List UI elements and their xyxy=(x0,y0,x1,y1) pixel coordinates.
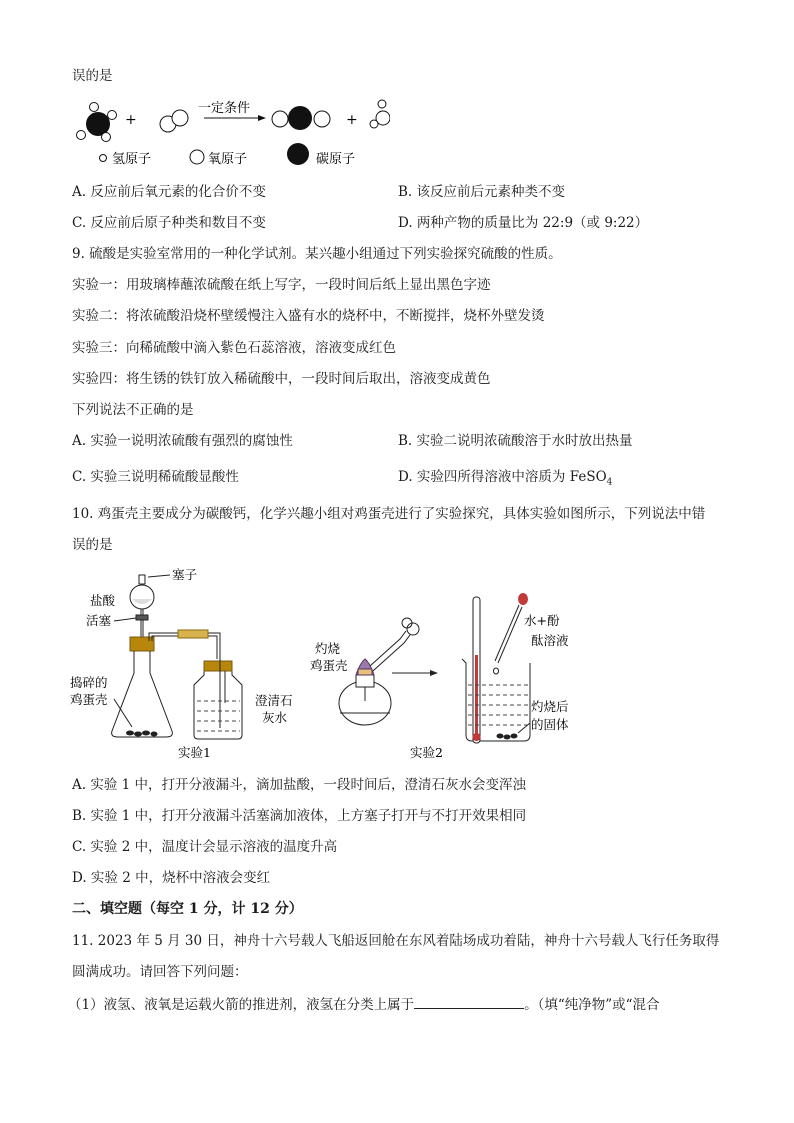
q10-option-a[interactable]: A. 实验 1 中，打开分液漏斗，滴加盐酸，一段时间后，澄清石灰水会变浑浊 xyxy=(72,777,527,793)
legend-carbon: 碳原子 xyxy=(316,152,356,167)
q8-option-b[interactable]: B. 该反应前后元素种类不变 xyxy=(398,184,566,200)
label-burn-2: 鸡蛋壳 xyxy=(310,658,348,673)
q9-ask: 下列说法不正确的是 xyxy=(72,402,194,418)
q9-option-a[interactable]: A. 实验一说明浓硫酸有强烈的腐蚀性 xyxy=(72,433,293,449)
q8-option-c[interactable]: C. 反应前后原子种类和数目不变 xyxy=(72,215,266,231)
q10-option-c[interactable]: C. 实验 2 中，温度计会显示溶液的温度升高 xyxy=(72,839,338,855)
label-experiment-2: 实验2 xyxy=(410,745,443,760)
q10-option-b[interactable]: B. 实验 1 中，打开分液漏斗活塞滴加液体，上方塞子打开与不打开效果相同 xyxy=(72,808,527,824)
label-shell-1: 捣碎的 xyxy=(70,675,108,690)
label-burn-1: 灼烧 xyxy=(315,641,341,656)
q10-option-d[interactable]: D. 实验 2 中，烧杯中溶液会变红 xyxy=(72,870,271,886)
q8-reaction-diagram xyxy=(70,96,390,172)
label-water-2: 酞溶液 xyxy=(531,633,569,648)
q9-experiment-4: 实验四：将生锈的铁钉放入稀硫酸中，一段时间后取出，溶液变成黄色 xyxy=(72,371,491,387)
q9-experiment-3: 实验三：向稀硫酸中滴入紫色石蕊溶液，溶液变成红色 xyxy=(72,340,396,356)
legend-hydrogen: 氢原子 xyxy=(112,152,152,167)
q8-option-d[interactable]: D. 两种产物的质量比为 22:9（或 9:22） xyxy=(398,215,649,231)
q11-stem-line1: 11. 2023 年 5 月 30 日，神舟十六号载人飞船返回舱在东风着陆场成功着陆，神舟十六号载人飞行任务取得 xyxy=(72,933,720,949)
q9-experiment-1: 实验一：用玻璃棒蘸浓硫酸在纸上写字，一段时间后纸上显出黑色字迹 xyxy=(72,277,491,293)
svg-text:+: + xyxy=(346,112,358,128)
label-valve: 活塞 xyxy=(86,613,112,628)
co2-molecule xyxy=(272,106,330,130)
q8-option-a[interactable]: A. 反应前后氧元素的化合价不变 xyxy=(72,184,266,200)
q11-stem-line2: 圆满成功。请回答下列问题： xyxy=(72,964,248,980)
methane-molecule xyxy=(77,103,117,142)
q9-option-c[interactable]: C. 实验三说明稀硫酸显酸性 xyxy=(72,469,239,485)
q9-stem: 9. 硫酸是实验室常用的一种化学试剂。某兴趣小组通过下列实验探究硫酸的性质。 xyxy=(72,246,562,262)
label-limewater-1: 澄清石 xyxy=(255,693,293,708)
label-solid-2: 的固体 xyxy=(531,717,569,732)
label-solid-1: 灼烧后 xyxy=(531,699,569,714)
svg-text:+: + xyxy=(125,112,137,128)
q11-sub1-blank[interactable] xyxy=(414,994,524,1009)
q11-sub1 xyxy=(68,994,660,1014)
label-water-1: 水+酚 xyxy=(524,613,560,628)
q10-stem-line2: 误的是 xyxy=(72,537,113,553)
q9-option-d[interactable] xyxy=(398,468,612,492)
q10-stem-line1: 10. 鸡蛋壳主要成分为碳酸钙，化学兴趣小组对鸡蛋壳进行了实验探究，具体实验如图所示，下列说法中错 xyxy=(72,506,706,522)
q9-option-d-subscript: 4 xyxy=(606,477,613,488)
label-limewater-2: 灰水 xyxy=(262,710,288,725)
q11-sub1-hint: 。（填“纯净物”或“混合 xyxy=(524,997,660,1013)
label-hcl: 盐酸 xyxy=(90,593,116,608)
q11-sub1-text: （1）液氢、液氧是运载火箭的推进剂，液氢在分类上属于 xyxy=(68,997,415,1013)
q9-option-b[interactable]: B. 实验二说明浓硫酸溶于水时放出热量 xyxy=(398,433,633,449)
q8-stem-tail: 误的是 xyxy=(72,68,113,84)
label-stopper: 塞子 xyxy=(172,567,198,582)
section-2-heading: 二、填空题（每空 1 分，计 12 分） xyxy=(72,901,303,917)
label-experiment-1: 实验1 xyxy=(178,745,211,760)
label-shell-2: 鸡蛋壳 xyxy=(70,692,108,707)
oxygen-molecule xyxy=(160,110,188,132)
q9-experiment-2: 实验二：将浓硫酸沿烧杯壁缓慢注入盛有水的烧杯中，不断搅拌，烧杯外壁发烫 xyxy=(72,308,545,324)
legend-oxygen: 氧原子 xyxy=(208,152,248,167)
q9-option-d-text: D. 实验四所得溶液中溶质为 FeSO xyxy=(398,469,607,485)
reaction-condition: 一定条件 xyxy=(198,101,251,116)
water-molecule xyxy=(370,100,390,128)
q10-apparatus-figure xyxy=(70,563,590,765)
